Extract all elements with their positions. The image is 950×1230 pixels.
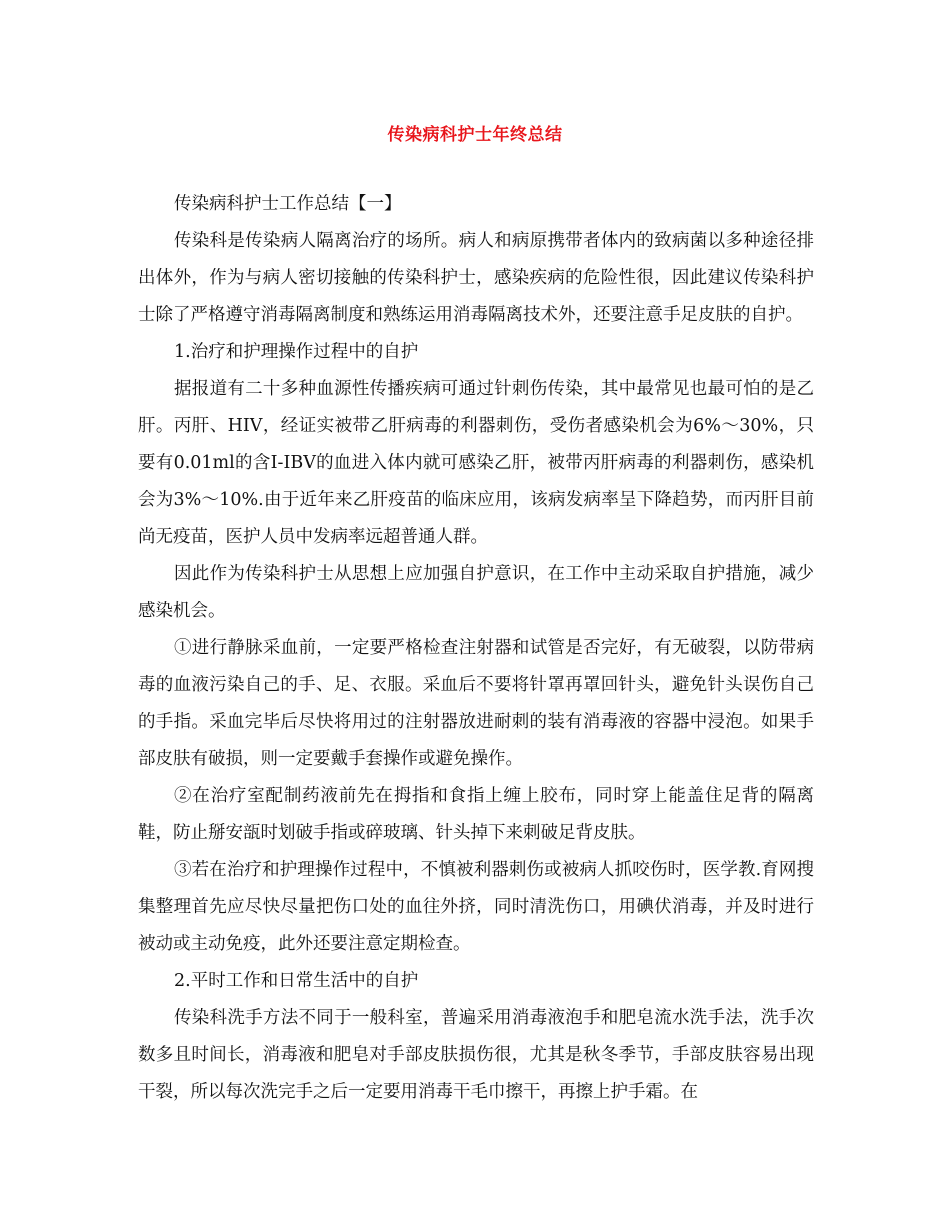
paragraph: 传染科洗手方法不同于一般科室，普遍采用消毒液泡手和肥皂流水洗手法，洗手次数多且时间长，消毒液和肥皂对手部皮肤损伤很，尤其是秋冬季节，手部皮肤容易出现干裂，所以每次洗完手之后一定要用消毒干毛巾擦干，再擦上护手霜。在	[138, 1008, 814, 1102]
list-item: ②在治疗室配制药液前先在拇指和食指上缠上胶布，同时穿上能盖住足背的隔离鞋，防止掰安瓿时划破手指或碎玻璃、针头掉下来刺破足背皮肤。	[138, 786, 814, 843]
list-item: ③若在治疗和护理操作过程中，不慎被利器刺伤或被病人抓咬伤时，医学教.育网搜集整理首先应尽快尽量把伤口处的血往外挤，同时清洗伤口，用碘伏消毒，并及时进行被动或主动免疫，此外还要注意定期检查。	[138, 860, 814, 954]
document-title: 传染病科护士年终总结	[387, 125, 563, 145]
document-body	[138, 186, 814, 1111]
subsection-heading: 2.平时工作和日常生活中的自护	[174, 971, 419, 991]
subsection-heading: 1.治疗和护理操作过程中的自护	[174, 342, 419, 362]
paragraph: 因此作为传染科护士从思想上应加强自护意识，在工作中主动采取自护措施，减少感染机会。	[138, 564, 814, 621]
paragraph: 传染科是传染病人隔离治疗的场所。病人和病原携带者体内的致病菌以多种途径排出体外，作为与病人密切接触的传染科护士，感染疾病的危险性很，因此建议传染科护士除了严格遵守消毒隔离制度和熟练运用消毒隔离技术外，还要注意手足皮肤的自护。	[138, 231, 814, 325]
paragraph: 据报道有二十多种血源性传播疾病可通过针刺伤传染，其中最常见也最可怕的是乙肝。丙肝、HIV，经证实被带乙肝病毒的利器刺伤，受伤者感染机会为6%～30%，只要有0.01ml的含I-IBV的血进入体内就可感染乙肝，被带丙肝病毒的利器刺伤，感染机会为3%～10%.由于近年来乙肝疫苗的临床应用，该病发病率呈下降趋势，而丙肝目前尚无疫苗，医护人员中发病率远超普通人群。	[138, 379, 814, 547]
list-item: ①进行静脉采血前，一定要严格检查注射器和试管是否完好，有无破裂，以防带病毒的血液污染自己的手、足、衣服。采血后不要将针罩再罩回针头，避免针头误伤自己的手指。采血完毕后尽快将用过的注射器放进耐刺的装有消毒液的容器中浸泡。如果手部皮肤有破损，则一定要戴手套操作或避免操作。	[138, 638, 814, 769]
section-heading: 传染病科护士工作总结【一】	[174, 194, 402, 214]
